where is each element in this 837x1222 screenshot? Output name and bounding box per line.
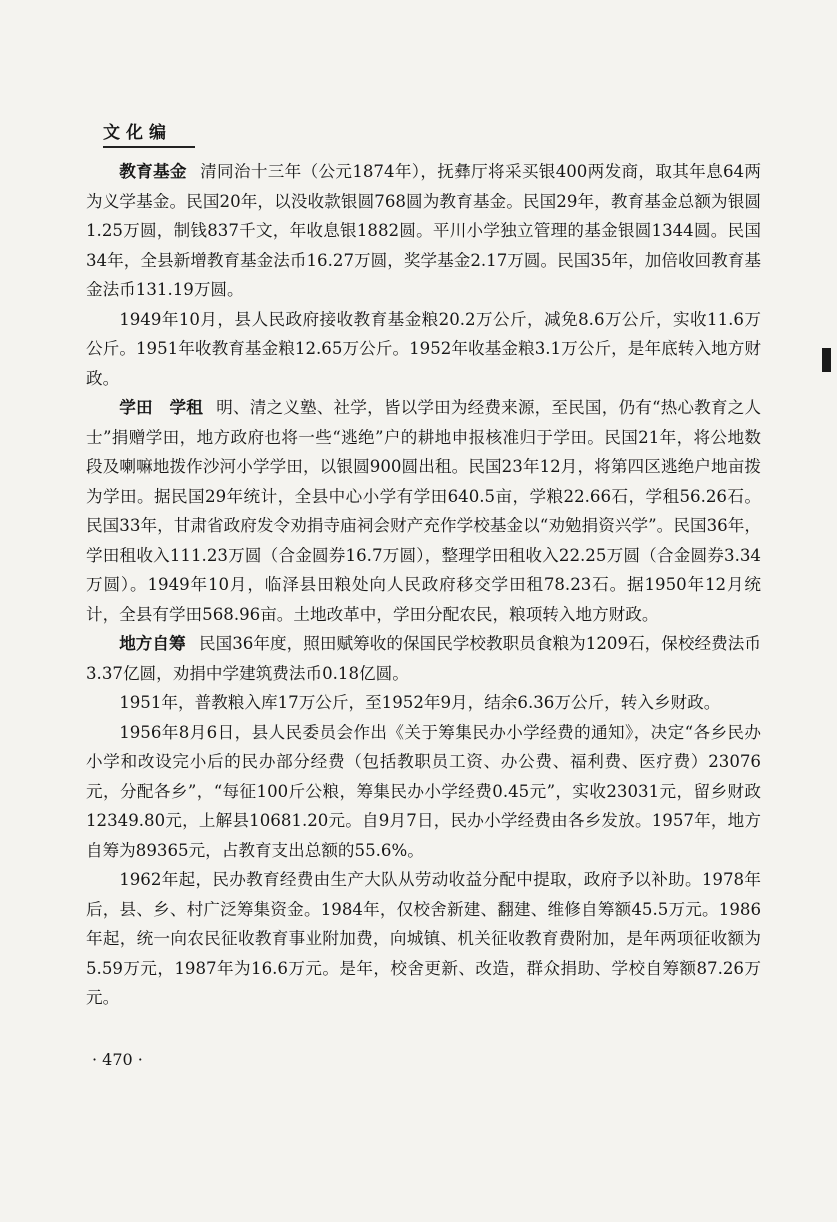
- scan-edge-mark: [822, 348, 831, 372]
- paragraph-text: 1956年8月6日，县人民委员会作出《关于筹集民办小学经费的通知》，决定“各乡民办小学和改设完小后的民办部分经费（包括教职员工资、办公费、福利费、医疗费）23076元，分配各乡”，“每征100斤公粮，筹集民办小学经费0.45元”，实收23031元，留乡财政12349.80元，上解县10681.20元。自9月7日，民办小学经费由各乡发放。1957年，地方自筹为89365元，占教育支出总额的55.6%。: [86, 722, 761, 860]
- paragraph: [86, 305, 761, 394]
- paragraph-text: 清同治十三年（公元1874年），抚彝厅将采买银400两发商，取其年息64两为义学基金。民国20年，以没收款银圆768圆为教育基金。民国29年，教育基金总额为银圆1.25万圆，制钱837千文，年收息银1882圆。平川小学独立管理的基金银圆1344圆。民国34年，全县新增教育基金法币16.27万圆，奖学基金2.17万圆。民国35年，加倍收回教育基金法币131.19万圆。: [86, 162, 762, 299]
- paragraph: [86, 688, 761, 718]
- paragraph-text: 1962年起，民办教育经费由生产大队从劳动收益分配中提取，政府予以补助。1978年后，县、乡、村广泛筹集资金。1984年，仅校舍新建、翻建、维修自筹额45.5万元。1986年起，统一向农民征收教育事业附加费，向城镇、机关征收教育费附加，是年两项征收额为5.59万元，1987年为16.6万元。是年，校舍更新、改造，群众捐助、学校自筹额87.26万元。: [86, 870, 761, 1007]
- paragraph-text: 1951年，普教粮入库17万公斤，至1952年9月，结余6.36万公斤，转入乡财政。: [119, 693, 721, 712]
- section-header: 文化编: [103, 118, 195, 148]
- paragraph-text: 民国36年度，照田赋筹收的保国民学校教职员食粮为1209石，保校经费法币3.37亿圆，劝捐中学建筑费法币0.18亿圆。: [86, 634, 762, 683]
- paragraph-heading: 地方自筹: [119, 634, 186, 653]
- paragraph-local-funding: [86, 629, 761, 688]
- paragraph: [86, 718, 761, 866]
- body-text: [86, 157, 761, 1013]
- paragraph-text: 1949年10月，县人民政府接收教育基金粮20.2万公斤，减免8.6万公斤，实收11.6万公斤。1951年收教育基金粮12.65万公斤。1952年收基金粮3.1万公斤，是年底转入地方财政。: [86, 309, 761, 388]
- paragraph-education-fund: [86, 157, 761, 305]
- paragraph: [86, 865, 761, 1013]
- paragraph-heading: 学田 学租: [119, 398, 203, 417]
- paragraph-school-fields: [86, 393, 761, 629]
- paragraph-text: 明、清之义塾、社学，皆以学田为经费来源，至民国，仍有“热心教育之人士”捐赠学田，地方政府也将一些“逃绝”户的耕地申报核准归于学田。民国21年，将公地数段及喇嘛地拨作沙河小学学田，以银圆900圆出租。民国23年12月，将第四区逃绝户地亩拨为学田。据民国29年统计，全县中心小学有学田640.5亩，学粮22.66石，学租56.26石。民国33年，甘肃省政府发令劝捐寺庙祠会财产充作学校基金以“劝勉捐资兴学”。民国36年，学田租收入111.23万圆（合金圆券16.7万圆），整理学田租收入22.25万圆（合金圆券3.34万圆）。1949年10月，临泽县田粮处向人民政府移交学田租78.23石。据1950年12月统计，全县有学田568.96亩。土地改革中，学田分配农民，粮项转入地方财政。: [86, 398, 762, 624]
- page-number: · 470 ·: [92, 1050, 143, 1069]
- paragraph-heading: 教育基金: [119, 162, 187, 181]
